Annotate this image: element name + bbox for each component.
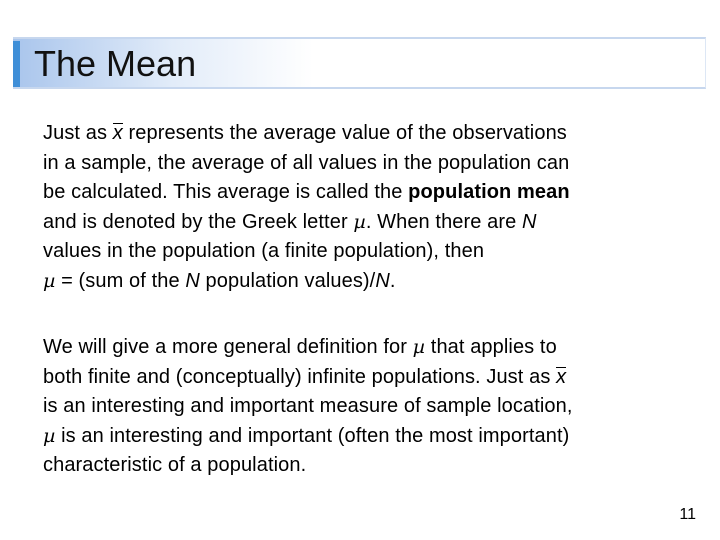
mu-symbol: µ [353, 210, 366, 233]
title-accent-bar [13, 41, 20, 87]
text-line: both finite and (conceptually) infinite populations. Just as x [43, 365, 567, 388]
x-bar-symbol: x [112, 122, 123, 144]
x-bar-symbol: x [556, 365, 567, 388]
paragraph-general-definition [43, 333, 683, 481]
text-line: be calculated. This average is called the population mean [43, 181, 570, 203]
slide-title: The Mean [34, 43, 197, 84]
text-line: Just as x represents the average value of the observations [43, 122, 567, 144]
text-line: in a sample, the average of all values in the population can [43, 151, 570, 174]
text-line: characteristic of a population. [43, 454, 307, 476]
mu-symbol: µ [412, 336, 426, 358]
text-line: We will give a more general definition for µ that applies to [43, 336, 557, 358]
mu-symbol: µ [43, 269, 56, 292]
text-line: values in the population (a finite population), then [43, 240, 485, 262]
text-line: µ is an interesting and important (often the most important) [43, 424, 570, 447]
mu-symbol: µ [43, 424, 56, 447]
text-line: µ = (sum of the N population values)/N. [43, 269, 396, 292]
page-number: 11 [679, 506, 696, 523]
text-line: and is denoted by the Greek letter µ. When there are N [43, 210, 537, 233]
population-mean-term: population mean [408, 181, 570, 203]
text-line: is an interesting and important measure of sample location, [43, 395, 573, 417]
paragraph-population-mean [43, 119, 683, 296]
